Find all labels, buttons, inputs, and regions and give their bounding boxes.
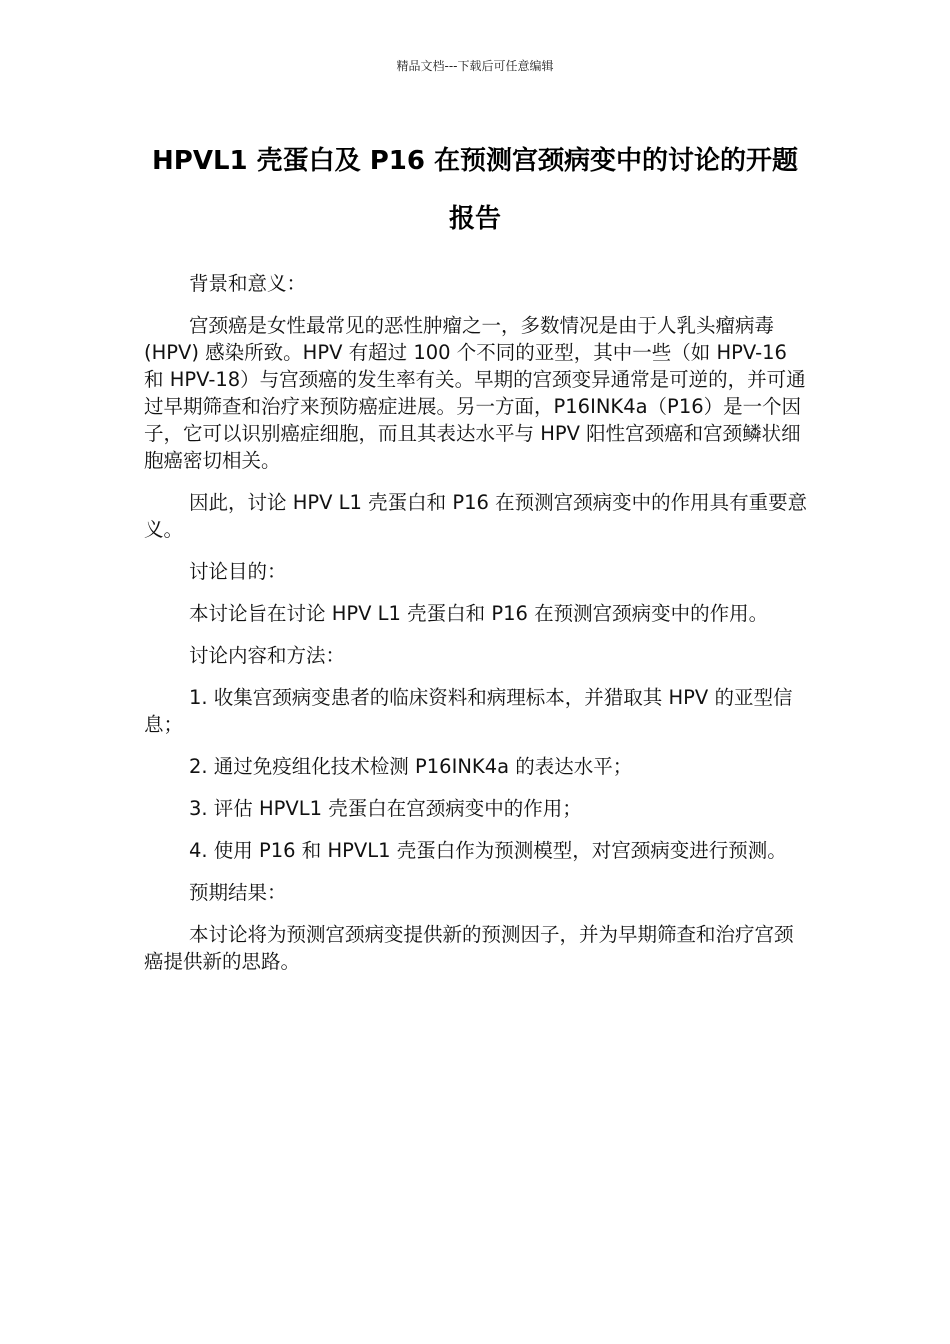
document-body: [144, 270, 808, 990]
method-item-2: 2. 通过免疫组化技术检测 P16INK4a 的表达水平；: [189, 755, 633, 778]
section-heading-expected-results: 预期结果：: [189, 881, 287, 904]
section-heading-methods: 讨论内容和方法：: [189, 644, 346, 667]
method-item-3: 3. 评估 HPVL1 壳蛋白在宫颈病变中的作用；: [189, 797, 582, 820]
method-item-4: 4. 使用 P16 和 HPVL1 壳蛋白作为预测模型，对宫颈病变进行预测。: [189, 839, 787, 862]
paragraph-significance: 因此，讨论 HPV L1 壳蛋白和 P16 在预测宫颈病变中的作用具有重要意义。: [144, 491, 808, 541]
document-title: HPVL1 壳蛋白及 P16 在预测宫颈病变中的讨论的开题报告: [152, 146, 798, 234]
page-header-note: 精品文档---下载后可任意编辑: [396, 59, 554, 73]
section-heading-purpose: 讨论目的：: [189, 560, 287, 583]
section-heading-background: 背景和意义：: [189, 272, 307, 295]
paragraph-background: 宫颈癌是女性最常见的恶性肿瘤之一，多数情况是由于人乳头瘤病毒(HPV) 感染所致。HPV 有超过 100 个不同的亚型，其中一些（如 HPV-16 和 HPV-18）与宫颈癌的发生率有关。早期的宫颈变异通常是可逆的，并可通过早期筛查和治疗来预防癌症进展。另一方面，P16INK4a（P16）是一个因子，它可以识别癌症细胞，而且其表达水平与 HPV 阳性宫颈癌和宫颈鳞状细胞癌密切相关。: [144, 314, 806, 472]
paragraph-purpose: 本讨论旨在讨论 HPV L1 壳蛋白和 P16 在预测宫颈病变中的作用。: [189, 602, 769, 625]
method-item-1: 1. 收集宫颈病变患者的临床资料和病理标本，并猎取其 HPV 的亚型信息；: [144, 686, 793, 736]
paragraph-expected-results: 本讨论将为预测宫颈病变提供新的预测因子，并为早期筛查和治疗宫颈癌提供新的思路。: [144, 923, 794, 973]
